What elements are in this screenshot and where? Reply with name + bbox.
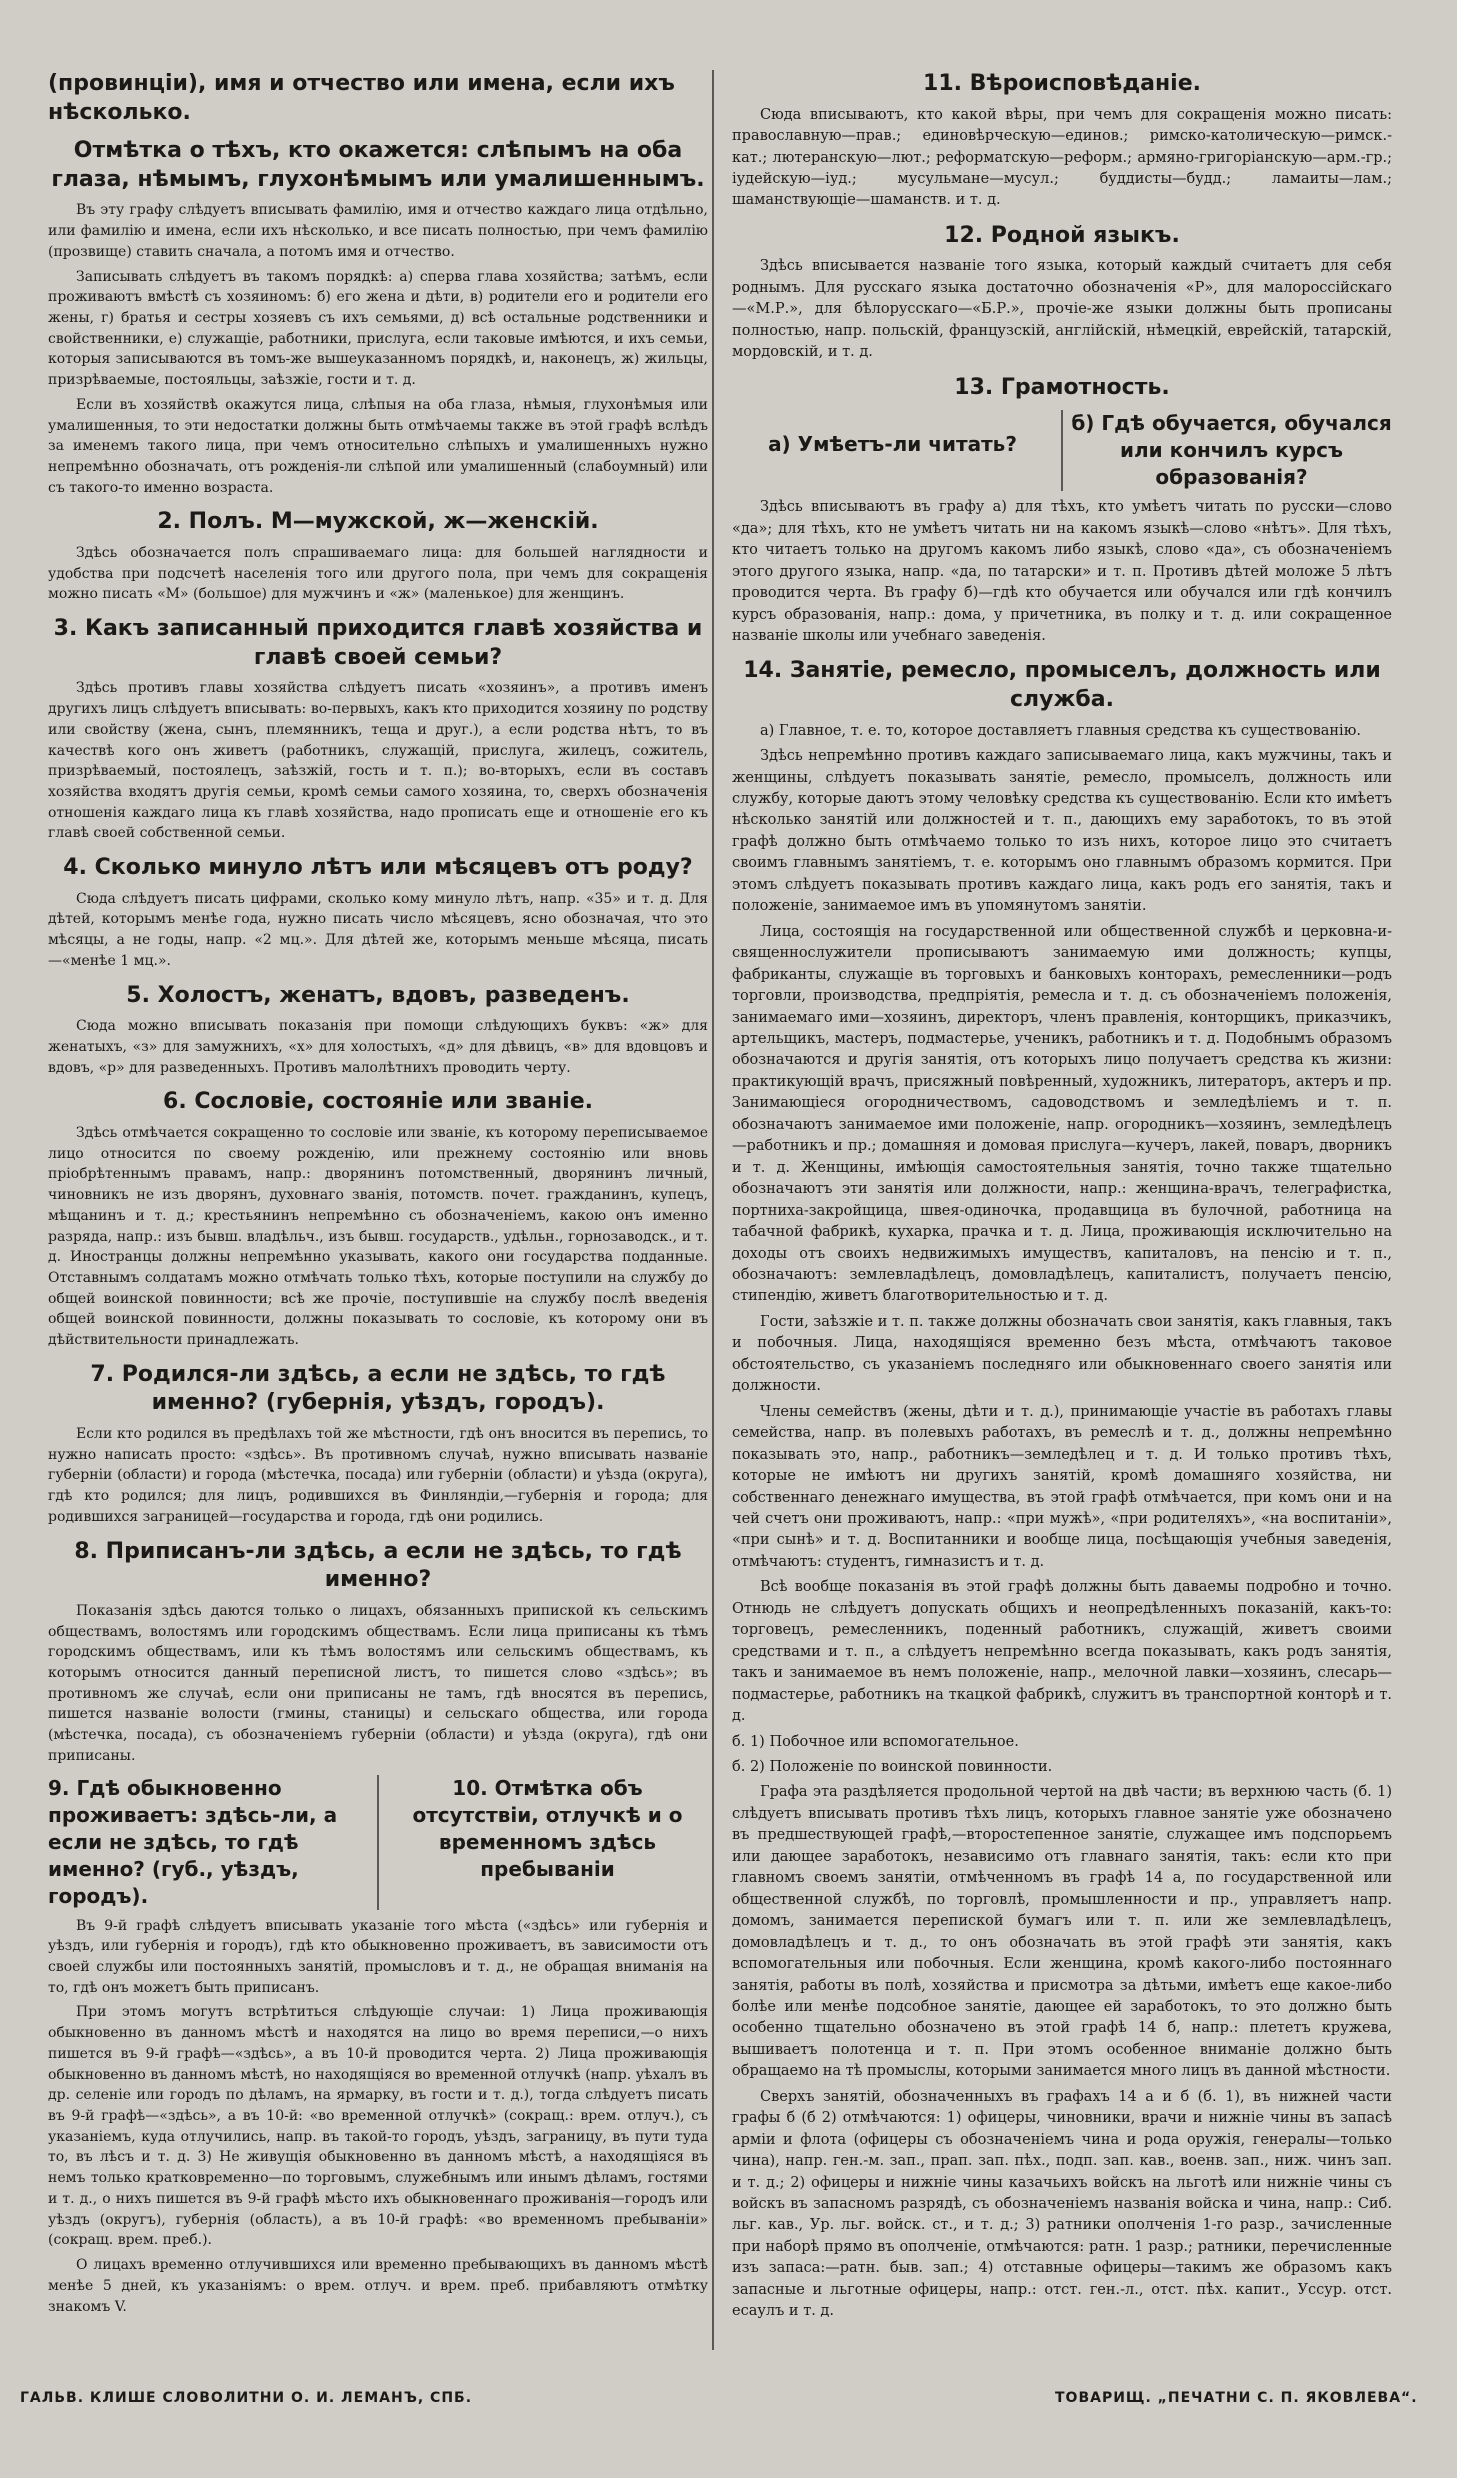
section-14-text-1: а) Главное, т. е. то, которое доставляетъ главныя средства къ существованію. (760, 722, 1361, 739)
section-14-text-5: Члены семействъ (жены, дѣти и т. д.), принимающіе участіе въ работахъ главы семейства, напр. въ полевыхъ работахъ, въ ремеслѣ и т. д., должны непремѣнно показывать это, напр., работникъ—земледѣлец и т. д. И только противъ тѣхъ, которые не имѣютъ ни другихъ занятій, кромѣ домашняго хозяйства, ни собственнаго денежнаго имущества, въ этой графѣ отмѣчается, при комъ они и на чей счетъ они проживаютъ, напр.: «при мужѣ», «при родителяхъ», «на воспитаніи», «при сынѣ» и т. д. Воспитанники и вообще лица, посѣщающія учебныя заведенія, отмѣчаютъ: студентъ, гимназистъ и т. д. (732, 1403, 1392, 1570)
section-14-text-6: Всѣ вообще показанія въ этой графѣ должны быть даваемы подробно и точно. Отнюдь не слѣдуетъ допускать общихъ и неопредѣленныхъ показаній, какъ-то: торговецъ, ремесленникъ, поденный работникъ, служащій, живетъ своими средствами и т. п., а слѣдуетъ непремѣнно всегда показывать, какъ родъ занятія, такъ и занимаемое въ немъ положеніе, напр., мелочной лавки—хозяинъ, слесарь—подмастерье, работникъ на ткацкой фабрикѣ, служитъ въ транспортной конторѣ и т. д. (732, 1579, 1392, 1725)
section-8-heading: 8. Приписанъ-ли здѣсь, а если не здѣсь, то гдѣ именно? (74, 1538, 682, 1593)
page-center-divider (712, 70, 714, 2350)
printer-credit-left: ГАЛЬВ. КЛИШЕ СЛОВОЛИТНИ О. И. ЛЕМАНЪ, СПБ. (20, 2390, 473, 2406)
right-column (732, 60, 1392, 2327)
section-14-text-7: Графа эта раздѣляется продольной чертой на двѣ части; въ верхнюю часть (б. 1) слѣдуетъ вписывать противъ тѣхъ лицъ, которыхъ главное занятіе уже обозначено въ предшествующей графѣ,—второстепенное занятіе, служащее имъ подспорьемъ или дающее заработокъ, независимо отъ главнаго занятія, такъ: если кто при главномъ своемъ занятіи, отмѣченномъ въ графѣ 14 а, по государственной или общественной службѣ, по торговлѣ, промышленности и пр., управляетъ напр. домомъ, занимается перепиской бумагъ или т. п. или же землевладѣлецъ, домовладѣлецъ и т. д., то онъ обозначать въ этой графѣ эти занятія, какъ вспомогательныя или побочныя. Если женщина, кромѣ какого-либо постояннаго занятія, работы въ полѣ, хозяйства и присмотра за дѣтьми, имѣетъ еще какое-либо болѣе или менѣе подсобное занятіе, дающее ей заработокъ, то это должно быть особенно тщательно обозначено въ этой графѣ 14 б, напр.: плететъ кружева, вышиваетъ полотенца и т. п. При этомъ особенное вниманіе должно быть обращаемо на тѣ промыслы, которыми занимается много лицъ въ данной мѣстности. (732, 1784, 1392, 2080)
section-1-text-3: Если въ хозяйствѣ окажутся лица, слѣпыя на оба глаза, нѣмыя, глухонѣмыя или умалишенныя, то эти недостатки должны быть отмѣчаемы также въ этой графѣ вслѣдъ за именемъ такого лица, при чемъ относительно слѣпыхъ и умалишенныхъ нужно непремѣнно обозначать, отъ рожденія-ли слѣпой или умалишенный (слабоумный) или съ такого-то именно возраста. (48, 396, 708, 496)
left-column (48, 60, 708, 2321)
section-1-mark-heading: Отмѣтка о тѣхъ, кто окажется: слѣпымъ на оба глаза, нѣмымъ, глухонѣмымъ или умалишеннымъ. (51, 138, 705, 192)
section-14-heading: 14. Занятіе, ремесло, промыселъ, должность или служба. (743, 658, 1381, 713)
section-9-text-3: О лицахъ временно отлучившихся или временно пребывающихъ въ данномъ мѣстѣ менѣе 5 дней, къ указаніямъ: о врем. отлуч. и врем. преб. прибавляютъ отмѣтку знакомъ V. (48, 2257, 708, 2315)
section-14-text-8: Сверхъ занятій, обозначенныхъ въ графахъ 14 а и б (б. 1), въ нижней части графы б (б 2) отмѣчаются: 1) офицеры, чиновники, врачи и нижніе чины въ запасѣ арміи и флота (офицеры съ обозначеніемъ чина и рода оружія, генералы—только чина), напр. ген.-м. зап., прап. зап. пѣх., подп. зап. кав., военв. зап., ниж. чинъ зап. и т. д.; 2) офицеры и нижніе чины казачьихъ войскъ на льготѣ или нижніе чины съ войскъ въ запасномъ разрядѣ, съ обозначеніемъ названія войска и чина, напр.: Сиб. льг. кав., Ур. льг. войск. ст., и т. д.; 3) ратники ополченія 1-го разр., зачисленные при наборѣ прямо въ ополченіе, отмѣчаются: ратн. 1 разр.; ратники, перечисленные изъ запаса:—ратн. быв. зап.; 4) отставные офицеры—такимъ же образомъ какъ запасные и льготные офицеры, напр.: отст. ген.-л., отст. пѣх. капит., Уссур. отст. есаулъ и т. д. (732, 2088, 1392, 2320)
section-6-heading: 6. Сословіе, состояніе или званіе. (163, 1089, 593, 1115)
section-14-b1-heading: б. 1) Побочное или вспомогательное. (732, 1733, 1019, 1750)
section-1-text-1: Въ эту графу слѣдуетъ вписывать фамилію, имя и отчество каждаго лица отдѣльно, или фамилію и имена, если ихъ нѣсколько, и все писать полностью, при чемъ фамилію (прозвище) ставить сначала, а потомъ имя и отчество. (48, 202, 708, 260)
section-13-subheadings (732, 410, 1392, 491)
section-2-heading: 2. Полъ. М—мужской, ж—женскій. (157, 509, 599, 535)
section-13-text: Здѣсь вписываютъ въ графу а) для тѣхъ, кто умѣетъ читать по русски—слово «да»; для тѣхъ, кто не умѣетъ читать ни на какомъ языкѣ—слово «нѣтъ». Для тѣхъ, кто читаетъ только на другомъ какомъ либо языкѣ, слово «да», съ обозначеніемъ этого другого языка, напр. «да, по татарски» и т. п. Противъ дѣтей моложе 5 лѣтъ проводится черта. Въ графу б)—гдѣ кто обучается или обучался или гдѣ кончилъ курсъ образованія, напр.: дома, у причетника, въ полку и т. д. или сокращенное названіе школы или учебнаго заведенія. (732, 499, 1392, 645)
section-14-text-2: Здѣсь непремѣнно противъ каждаго записываемаго лица, какъ мужчины, такъ и женщины, слѣдуетъ показывать занятіе, ремесло, промыселъ, должность или службу, которые даютъ этому человѣку средства къ существованію. Если кто имѣетъ нѣсколько занятій или должностей и т. п., дающихъ ему заработокъ, то въ этой графѣ должно быть отмѣчаемо только то изъ нихъ, которое лицо это считаетъ своимъ главнымъ занятіемъ, т. е. которымъ оно главнымъ образомъ кормится. При этомъ слѣдуетъ показывать противъ каждаго лица, какъ родъ его занятія, такъ и положеніе, занимаемое имъ въ упомянутомъ занятіи. (732, 748, 1392, 915)
section-1-heading-continued: (провинціи), имя и отчество или имена, если ихъ нѣсколько. (48, 71, 675, 125)
section-12-heading: 12. Родной языкъ. (944, 222, 1180, 248)
section-13b-heading: б) Гдѣ обучается, обучался или кончилъ курсъ образованія? (1071, 411, 1392, 490)
column-divider (1061, 410, 1063, 491)
section-13-heading: 13. Грамотность. (954, 374, 1170, 400)
section-7-heading: 7. Родился-ли здѣсь, а если не здѣсь, то гдѣ именно? (губернія, уѣздъ, городъ). (90, 1361, 666, 1416)
section-9-heading: 9. Гдѣ обыкновенно проживаетъ: здѣсь-ли, а если не здѣсь, то гдѣ именно? (губ., уѣздъ, городъ). (48, 1775, 338, 1908)
section-9-text-2: При этомъ могутъ встрѣтиться слѣдующіе случаи: 1) Лица проживающія обыкновенно въ данномъ мѣстѣ и находятся на лицо во время переписи,—о нихъ пишется въ 9-й графѣ—«здѣсь», а въ 10-й проводится черта. 2) Лица проживающія обыкновенно въ данномъ мѣстѣ, но находящіяся во временной отлучкѣ (напр. уѣхалъ въ др. селеніе или городъ по дѣламъ, на ярмарку, въ гости и т. д.), тогда слѣдуетъ писать въ 9-й графѣ—«здѣсь», а въ 10-й: «во временной отлучкѣ» (сокращ.: врем. отлуч.), съ указаніемъ, куда отлучились, напр. въ такой-то городъ, уѣздъ, заграницу, въ пути туда то, въ лѣсъ и т. д. 3) Не живущія обыкновенно въ данномъ мѣстѣ, а находящіяся въ немъ только кратковременно—по торговымъ, служебнымъ или инымъ дѣламъ, гостями и т. д., о нихъ пишется въ 9-й графѣ мѣсто ихъ обыкновеннаго проживанія—городъ или уѣздъ (округъ), губернія (область), а въ 10-й графѣ: «во временномъ пребываніи» (сокращ. врем. преб.). (48, 2004, 708, 2249)
sections-9-10-header (48, 1775, 708, 1910)
section-11-heading: 11. Вѣроисповѣданіе. (923, 71, 1201, 96)
section-6-text: Здѣсь отмѣчается сокращенно то сословіе или званіе, къ которому переписываемое лицо относится по своему рожденію, или прежнему состоянію или вновь пріобрѣтеннымъ правамъ, напр.: дворянинъ потомственный, дворянинъ личный, чиновникъ не изъ дворянъ, духовнаго званія, потомств. почет. гражданинъ, купецъ, мѣщанинъ и т. д.; крестьянинъ непремѣнно съ обозначеніемъ, какою онъ именно разряда, напр.: изъ бывш. владѣльч., изъ бывш. государств., удѣльн., горнозаводск., и т. д. Иностранцы должны непремѣнно указывать, какого они государства подданные. Отставнымъ солдатамъ можно отмѣчать только тѣхъ, которые поступили на службу до общей воинской повинности; всѣ же прочіе, поступившіе на службу послѣ введенія общей воинской повинности, должны показывать то сословіе, къ которому они въ дѣйствительности принадлежать. (48, 1124, 708, 1349)
section-8-text: Показанія здѣсь даются только о лицахъ, обязанныхъ припиской къ сельскимъ обществамъ, волостямъ или городскимъ обществамъ. Если лица приписаны къ тѣмъ городскимъ обществамъ, или къ тѣмъ волостямъ или сельскимъ обществамъ, къ которымъ относится данный переписной листъ, то пишется слово «здѣсь»; въ противномъ же случаѣ, если они приписаны не тамъ, гдѣ вносятся въ перепись, пишется названіе волости (гмины, станицы) и сельскаго общества, или города (мѣстечка, посада), съ обозначеніемъ губерніи (области) и уѣзда (округа), гдѣ они приписаны. (48, 1602, 708, 1764)
section-2-text: Здѣсь обозначается полъ спрашиваемаго лица: для большей наглядности и удобства при подсчетѣ населенія того или другого пола, при чемъ для сокращенія можно писать «М» (большое) для мужчинъ и «ж» (маленькое) для женщинъ. (48, 545, 708, 603)
column-divider (377, 1775, 379, 1910)
section-14-text-4: Гости, заѣзжіе и т. п. также должны обозначать свои занятія, какъ главныя, такъ и побочныя. Лица, находящіяся временно безъ мѣста, отмѣчаютъ таковое обстоятельство, съ указаніемъ последняго или обыкновеннаго своего занятія или должности. (732, 1313, 1392, 1395)
section-12-text: Здѣсь вписывается названіе того языка, который каждый считаетъ для себя роднымъ. Для русскаго языка достаточно обозначенія «Р», для малороссійскаго—«М.Р.», для бѣлорусскаго—«Б.Р.», прочіе-же языки должны быть прописаны полностью, напр. польскій, французскій, англійскій, нѣмецкій, еврейскій, татарскій, мордовскій, и т. д. (732, 258, 1392, 361)
section-14-b2-heading: б. 2) Положеніе по воинской повинности. (732, 1758, 1053, 1775)
section-5-text: Сюда можно вписывать показанія при помощи слѣдующихъ буквъ: «ж» для женатыхъ, «з» для замужнихъ, «х» для холостыхъ, «д» для дѣвицъ, «в» для вдовцовъ и вдовъ, «р» для разведенныхъ. Противъ малолѣтнихъ проводить черту. (48, 1018, 708, 1076)
section-4-heading: 4. Сколько минуло лѣтъ или мѣсяцевъ отъ роду? (63, 855, 693, 881)
section-14-text-3: Лица, состоящія на государственной или общественной службѣ и церковна-и-священнослужители прописываютъ занимаемую ими должность; купцы, фабриканты, служащіе въ торговыхъ и банковыхъ конторахъ, ремесленники—родъ торговли, производства, предпріятія, ремесла и т. д. съ обозначеніемъ положенія, занимаемаго ими—хозяинъ, директоръ, членъ правленія, конторщикъ, приказчикъ, артельщикъ, мастеръ, подмастерье, ученикъ, работникъ и т. д. Подобнымъ образомъ обозначаются и другія занятія, отъ которыхъ лицо получаетъ средства къ жизни: практикующій врачъ, присяжный повѣренный, художникъ, литераторъ, актеръ и пр. Занимающіеся огородничествомъ, садоводствомъ и земледѣліемъ и т. п. обозначаютъ занимаемое ими положеніе, напр. огородникъ—хозяинъ, земледѣлецъ—работникъ и пр.; домашняя и домовая прислуга—кучеръ, лакей, поваръ, дворникъ и т. д. Женщины, имѣющія самостоятельныя занятія, точно также тщательно обозначаютъ эти занятія или должности, напр.: женщина-врачъ, телеграфистка, портниха-закройщица, швея-одиночка, продавщица въ булочной, работница на табачной фабрикѣ, кухарка, прачка и т. д. Лица, проживающія исключительно на доходы отъ своихъ недвижимыхъ имуществъ, капиталовъ, на пенсію и т. п., обозначаютъ: землевладѣлецъ, домовладѣлецъ, капиталистъ, получаетъ пенсію, стипендію, живетъ благотворительностью и т. д. (732, 923, 1392, 1305)
section-13a-heading: а) Умѣетъ-ли читать? (768, 432, 1017, 457)
section-3-heading: 3. Какъ записанный приходится главѣ хозяйства и главѣ своей семьи? (53, 616, 703, 670)
section-11-text: Сюда вписываютъ, кто какой вѣры, при чемъ для сокращенія можно писать: православную—прав.; единовѣрческую—единов.; римско-католическую—римск.-кат.; лютеранскую—лют.; реформатскую—реформ.; армяно-григоріанскую—арм.-гр.; іудейскую—іуд.; мусульмане—мусул.; буддисты—будд.; ламаиты—лам.; шаманствующіе—шаманств. и т. д. (732, 106, 1392, 209)
section-9-text-1: Въ 9-й графѣ слѣдуетъ вписывать указаніе того мѣста («здѣсь» или губернія и уѣздъ, или губернія и городъ), гдѣ кто обыкновенно проживаетъ, въ зависимости отъ своей службы или постоянныхъ занятій, промысловъ и т. д., не обращая вниманія на то, гдѣ онъ можетъ быть приписанъ. (48, 1917, 708, 1996)
section-3-text: Здѣсь противъ главы хозяйства слѣдуетъ писать «хозяинъ», а противъ именъ другихъ лицъ слѣдуетъ вписывать: во-первыхъ, какъ кто приходится хозяину по родству или свойству (жена, сынъ, племянникъ, теща и друг.), а если родства нѣтъ, то въ качествѣ кого онъ живетъ (работникъ, служащій, прислуга, жилецъ, сожитель, призрѣваемый, постоялецъ, заѣзжій, гость и т. п.); во-вторыхъ, если въ составъ хозяйства входятъ другія семьи, кромѣ семьи самого хозяина, то, сверхъ обозначенія отношенія каждаго лица къ главѣ хозяйства, надо прописать еще и отношеніе его къ главѣ своей собственной семьи. (48, 680, 708, 842)
printer-credit-right: ТОВАРИЩ. „ПЕЧАТНИ С. П. ЯКОВЛЕВА“. (1055, 2390, 1418, 2406)
section-5-heading: 5. Холостъ, женатъ, вдовъ, разведенъ. (126, 982, 630, 1008)
section-7-text: Если кто родился въ предѣлахъ той же мѣстности, гдѣ онъ вносится въ перепись, то нужно написать просто: «здѣсь». Въ противномъ случаѣ, нужно вписывать названіе губерніи (области) и города (мѣстечка, посада) или губерніи (области) и уѣзда (округа), гдѣ кто родился; для лицъ, родившихся въ Финляндіи,—губернія и города; для родившихся заграницей—государства и города, гдѣ они родились. (48, 1426, 708, 1525)
section-1-text-2: Записывать слѣдуетъ въ такомъ порядкѣ: а) сперва глава хозяйства; затѣмъ, если проживаютъ вмѣстѣ съ хозяиномъ: б) его жена и дѣти, в) родители его и родители его жены, г) братья и сестры хозяевъ съ ихъ семьями, д) всѣ остальные родственники и свойственники, е) служащіе, работники, прислуга, если таковые имѣются, и ихъ семьи, которыя записываются въ томъ-же вышеуказанномъ порядкѣ, и, наконецъ, ж) жильцы, призрѣваемые, постояльцы, заѣзжіе, гости и т. д. (48, 268, 708, 389)
section-10-heading: 10. Отмѣтка объ отсутствіи, отлучкѣ и о временномъ здѣсь пребываніи (412, 1775, 683, 1881)
section-4-text: Сюда слѣдуетъ писать цифрами, сколько кому минуло лѣтъ, напр. «35» и т. д. Для дѣтей, которымъ менѣе года, нужно писать число мѣсяцевъ, ясно обозначая, что это мѣсяцы, а не годы, напр. «2 мц.». Для дѣтей же, которымъ меньше мѣсяца, писать—«менѣе 1 мц.». (48, 890, 708, 969)
